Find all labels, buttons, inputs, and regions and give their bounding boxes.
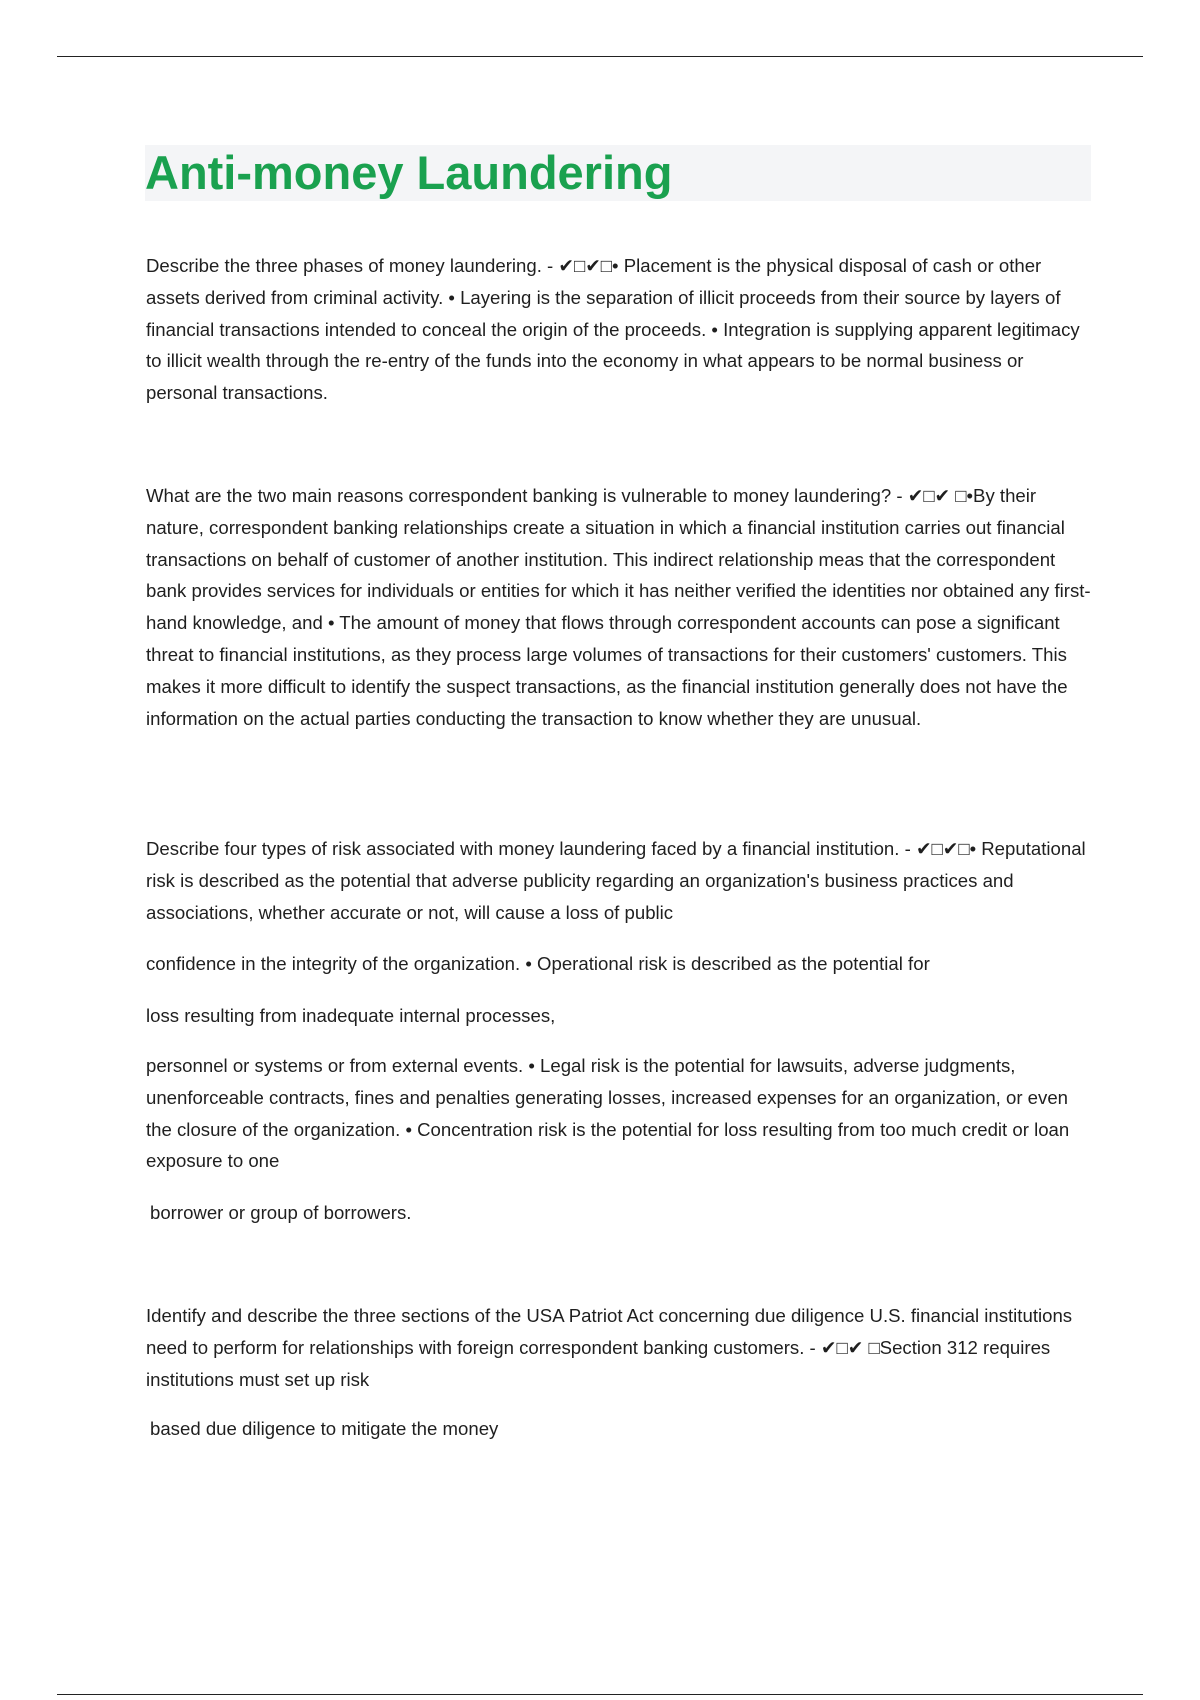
qa-block-risk-types-cont-1 (146, 948, 1098, 980)
qa-block-risk-types-cont-2 (146, 1000, 1098, 1032)
qa-block-risk-types-cont-4 (146, 1197, 1102, 1229)
qa-block-risk-types (146, 833, 1098, 928)
document-title: Anti-money Laundering (145, 146, 673, 199)
qa-block-patriot-act (146, 1300, 1098, 1395)
paragraph: loss resulting from inadequate internal processes, (146, 1005, 556, 1026)
paragraph: What are the two main reasons correspondent banking is vulnerable to money laundering? - ✔□✔ □•By their nature, correspondent banking relationships create a situation in which a financial institution carries out financial transactions on behalf of customer of another institution. This indirect relationship meas that the correspondent bank provides services for individuals or entities for which it has neither verified the identities nor obtained any first-hand knowledge, and • The amount of money that flows through correspondent accounts can pose a significant threat to financial institutions, as they process large volumes of transactions for their customers' customers. This makes it more difficult to identify the suspect transactions, as the financial institution generally does not have the information on the actual parties conducting the transaction to know whether they are unusual. (146, 485, 1091, 729)
paragraph: borrower or group of borrowers. (150, 1202, 412, 1223)
paragraph: personnel or systems or from external events. • Legal risk is the potential for lawsuits, adverse judgments, unenforceable contracts, fines and penalties generating losses, increased expenses for an organization, or even the closure of the organization. • Concentration risk is the potential for loss resulting from too much credit or loan exposure to one (146, 1055, 1070, 1172)
paragraph: Describe the three phases of money laundering. - ✔□✔□• Placement is the physical disposal of cash or other assets derived from criminal activity. • Layering is the separation of illicit proceeds from their source by layers of financial transactions intended to conceal the origin of the proceeds. • Integration is supplying apparent legitimacy to illicit wealth through the re-entry of the funds into the economy in what appears to be normal business or personal transactions. (146, 255, 1080, 404)
paragraph: Describe four types of risk associated with money laundering faced by a financial institution. - ✔□✔□• Reputational risk is described as the potential that adverse publicity regarding an organization's business practices and associations, whether accurate or not, will cause a loss of public (146, 838, 1086, 923)
qa-block-money-laundering-phases (146, 250, 1098, 409)
paragraph: confidence in the integrity of the organization. • Operational risk is described as the potential for (146, 953, 930, 974)
qa-block-risk-types-cont-3 (146, 1050, 1098, 1177)
qa-block-patriot-act-cont (146, 1413, 1102, 1445)
qa-block-correspondent-banking (146, 480, 1098, 734)
footer-rule (57, 1694, 1143, 1695)
header-rule (57, 56, 1143, 57)
paragraph: based due diligence to mitigate the money (150, 1418, 499, 1439)
paragraph: Identify and describe the three sections of the USA Patriot Act concerning due diligence U.S. financial institutions need to perform for relationships with foreign correspondent banking customers. - ✔□✔ □Section 312 requires institutions must set up risk (146, 1305, 1073, 1390)
